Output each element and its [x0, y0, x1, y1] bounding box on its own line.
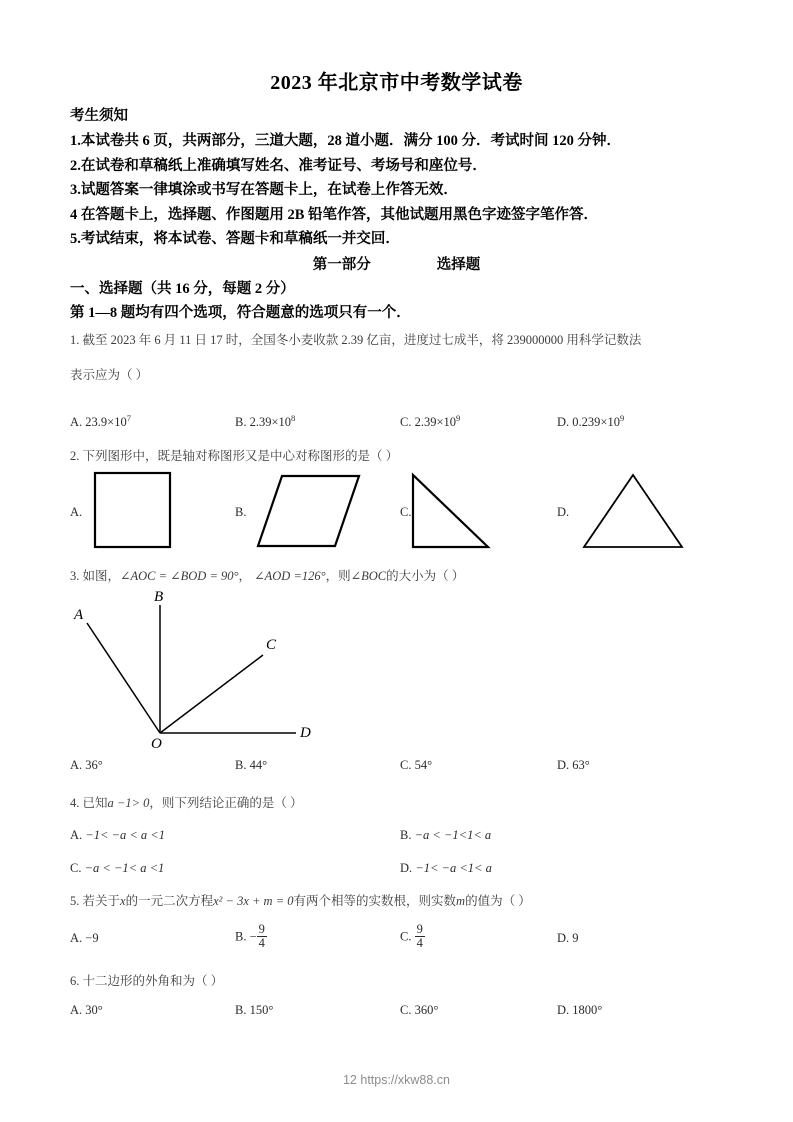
question-5-var2: m [456, 894, 466, 908]
option-value: −1< −a < a <1 [85, 828, 165, 842]
rectangle-figure [92, 470, 176, 552]
angle-label-O: O [151, 736, 162, 750]
question-5-part4: 的值为（ ） [465, 894, 531, 908]
question-5-part2: 的一元二次方程 [125, 894, 214, 908]
option-label: C. [400, 415, 412, 430]
question-1-stem-line2: 表示应为（ ） [70, 368, 149, 382]
question-4-option-a[interactable] [70, 828, 165, 843]
option-value: 54° [414, 758, 433, 772]
question-4-option-c[interactable] [70, 861, 164, 876]
question-5-var1: x [120, 894, 126, 908]
question-1-option-c[interactable] [400, 413, 460, 430]
angle-label-C: C [266, 637, 277, 653]
option-label: D. [557, 415, 570, 430]
option-value: $0.239\times 10^9$ [572, 413, 625, 430]
question-3-prefix: 如图， [82, 569, 121, 583]
question-5-equation: x² − 3x + m = 0 [213, 894, 294, 908]
option-value: 360° [414, 1003, 439, 1017]
question-6-option-c[interactable] [400, 1003, 438, 1018]
option-label: C. [400, 929, 412, 944]
option-sign: − [249, 929, 257, 944]
option-value: 63° [572, 758, 590, 772]
part-header-left: 第一部分 [312, 257, 371, 273]
right-triangle-figure [408, 470, 498, 552]
footer-watermark: 12 https://xkw88.cn [342, 1073, 450, 1087]
option-label: D. [557, 758, 570, 772]
notice-line-2: 2.在试卷和草稿纸上准确填写姓名、准考证号、考场号和座位号． [70, 157, 487, 174]
angle-label-D: D [300, 725, 311, 741]
parallelogram-figure [255, 470, 365, 552]
question-5-option-a[interactable] [70, 931, 99, 946]
option-value: $2.39\times 10^9$ [414, 413, 461, 430]
question-1-number: 1. [70, 333, 80, 347]
question-4-eq: a −1> 0 [107, 796, 150, 810]
option-label: C. [400, 758, 412, 772]
notice-heading: 考生须知 [70, 108, 128, 124]
option-value: 150° [249, 1003, 274, 1017]
option-value: −a < −1< a <1 [84, 861, 165, 875]
question-3-option-d[interactable] [557, 758, 590, 773]
question-6-stem [70, 971, 223, 989]
question-4-number: 4. [70, 796, 80, 810]
question-3-stem [70, 566, 464, 584]
option-label: D. [557, 1003, 570, 1017]
angle-label-A: A [74, 607, 84, 623]
question-3-sep1: ， [238, 569, 252, 583]
question-5-stem [70, 891, 531, 909]
question-3-suffix: 的大小为（ ） [386, 569, 465, 583]
notice-line-4: 4 在答题卡上，选择题、作图题用 2B 铅笔作答，其他试题用黑色字迹签字笔作答． [70, 206, 599, 223]
option-label: A. [70, 415, 83, 430]
part-header [0, 253, 793, 274]
question-4-suffix: ，则下列结论正确的是（ ） [149, 796, 303, 810]
question-1-stem-line1 [70, 330, 641, 348]
question-5-number: 5. [70, 894, 80, 908]
option-label: B. [235, 1003, 247, 1017]
question-6-option-a[interactable] [70, 1003, 103, 1018]
option-label: D. [400, 861, 413, 875]
question-2-option-d-label[interactable]: D. [557, 505, 570, 519]
section-instruction: 第 1—8 题均有四个选项，符合题意的选项只有一个． [70, 305, 411, 321]
option-value: $2.39\times 10^8$ [249, 413, 296, 430]
isosceles-triangle-figure [578, 470, 688, 552]
page-title: 2023 年北京市中考数学试卷 [270, 72, 523, 94]
question-1-option-d[interactable] [557, 413, 624, 430]
option-value: 30° [85, 1003, 103, 1017]
option-value: 36° [85, 758, 103, 772]
option-value: −1< −a <1< a [415, 861, 492, 875]
question-2-text: 下列图形中，既是轴对称图形又是中心对称图形的是（ ） [82, 449, 399, 463]
question-2-option-b-label[interactable]: B. [235, 505, 247, 519]
question-4-stem [70, 793, 303, 811]
question-6-number: 6. [70, 974, 80, 988]
question-3-number: 3. [70, 569, 80, 583]
option-label: A. [70, 1003, 83, 1017]
notice-line-5: 5.考试结束，将本试卷、答题卡和草稿纸一并交回． [70, 231, 400, 247]
notice-line-1: 1.本试卷共 6 页，共两部分，三道大题，28 道小题．满分 100 分．考试时间 120 分钟． [70, 133, 621, 149]
angle-diagram [60, 585, 330, 750]
question-3-eq2: ∠AOD =126° [254, 569, 326, 583]
question-6-text: 十二边形的外角和为（ ） [82, 974, 224, 988]
section-title: 一、选择题（共 16 分，每题 2 分） [70, 281, 295, 297]
question-4-option-b[interactable] [400, 828, 491, 843]
option-label: B. [400, 828, 412, 842]
question-5-part1: 若关于 [82, 894, 121, 908]
angle-label-B: B [154, 589, 164, 605]
question-1-text-line1: 截至 2023 年 6 月 11 日 17 时，全国冬小麦收款 2.39 亿亩，进度过七成半，将 239000000 用科学记数法 [82, 333, 642, 347]
question-5-option-b[interactable] [235, 924, 267, 951]
option-label: A. [70, 931, 83, 945]
option-label: B. [235, 758, 247, 772]
question-2-stem [70, 446, 398, 464]
option-fraction: $\frac{9}{4}$ [416, 922, 423, 951]
option-label: B. [235, 929, 247, 944]
question-3-eq3: ∠BOC [350, 569, 387, 583]
notice-line-3: 3.试题答案一律填涂或书写在答题卡上，在试卷上作答无效． [70, 182, 458, 198]
question-3-option-c[interactable] [400, 758, 432, 773]
option-value: 1800° [572, 1003, 603, 1017]
option-value: 44° [249, 758, 268, 772]
option-label: B. [235, 415, 247, 430]
option-label: D. [557, 931, 570, 945]
option-label: C. [70, 861, 82, 875]
option-value: $23.9\times 10^7$ [85, 413, 131, 430]
question-2-option-c-label[interactable]: C. [400, 505, 412, 519]
question-5-option-c[interactable] [400, 924, 425, 951]
option-fraction: $\frac{9}{4}$ [258, 922, 265, 951]
question-2-option-a-label[interactable]: A. [70, 505, 83, 519]
option-value: 9 [572, 931, 579, 945]
question-3-option-a[interactable] [70, 758, 103, 773]
option-label: C. [400, 1003, 412, 1017]
question-5-part3: 有两个相等的实数根，则实数 [293, 894, 457, 908]
question-4-prefix: 已知 [82, 796, 108, 810]
question-3-sep2: ，则 [325, 569, 351, 583]
question-6-option-b[interactable] [235, 1003, 273, 1018]
option-value: −a < −1<1< a [414, 828, 492, 842]
option-label: A. [70, 828, 83, 842]
option-value: −9 [85, 931, 99, 945]
option-label: A. [70, 758, 83, 772]
question-3-eq1: ∠AOC = ∠BOD = 90° [120, 569, 239, 583]
part-header-right: 选择题 [436, 257, 481, 273]
question-2-number: 2. [70, 449, 80, 463]
question-5-option-d[interactable] [557, 931, 579, 946]
question-3-option-b[interactable] [235, 758, 267, 773]
question-1-option-b[interactable] [235, 413, 295, 430]
notice-block [70, 104, 730, 252]
question-4-option-d[interactable] [400, 861, 492, 876]
question-1-option-a[interactable] [70, 413, 131, 430]
question-6-option-d[interactable] [557, 1003, 602, 1018]
